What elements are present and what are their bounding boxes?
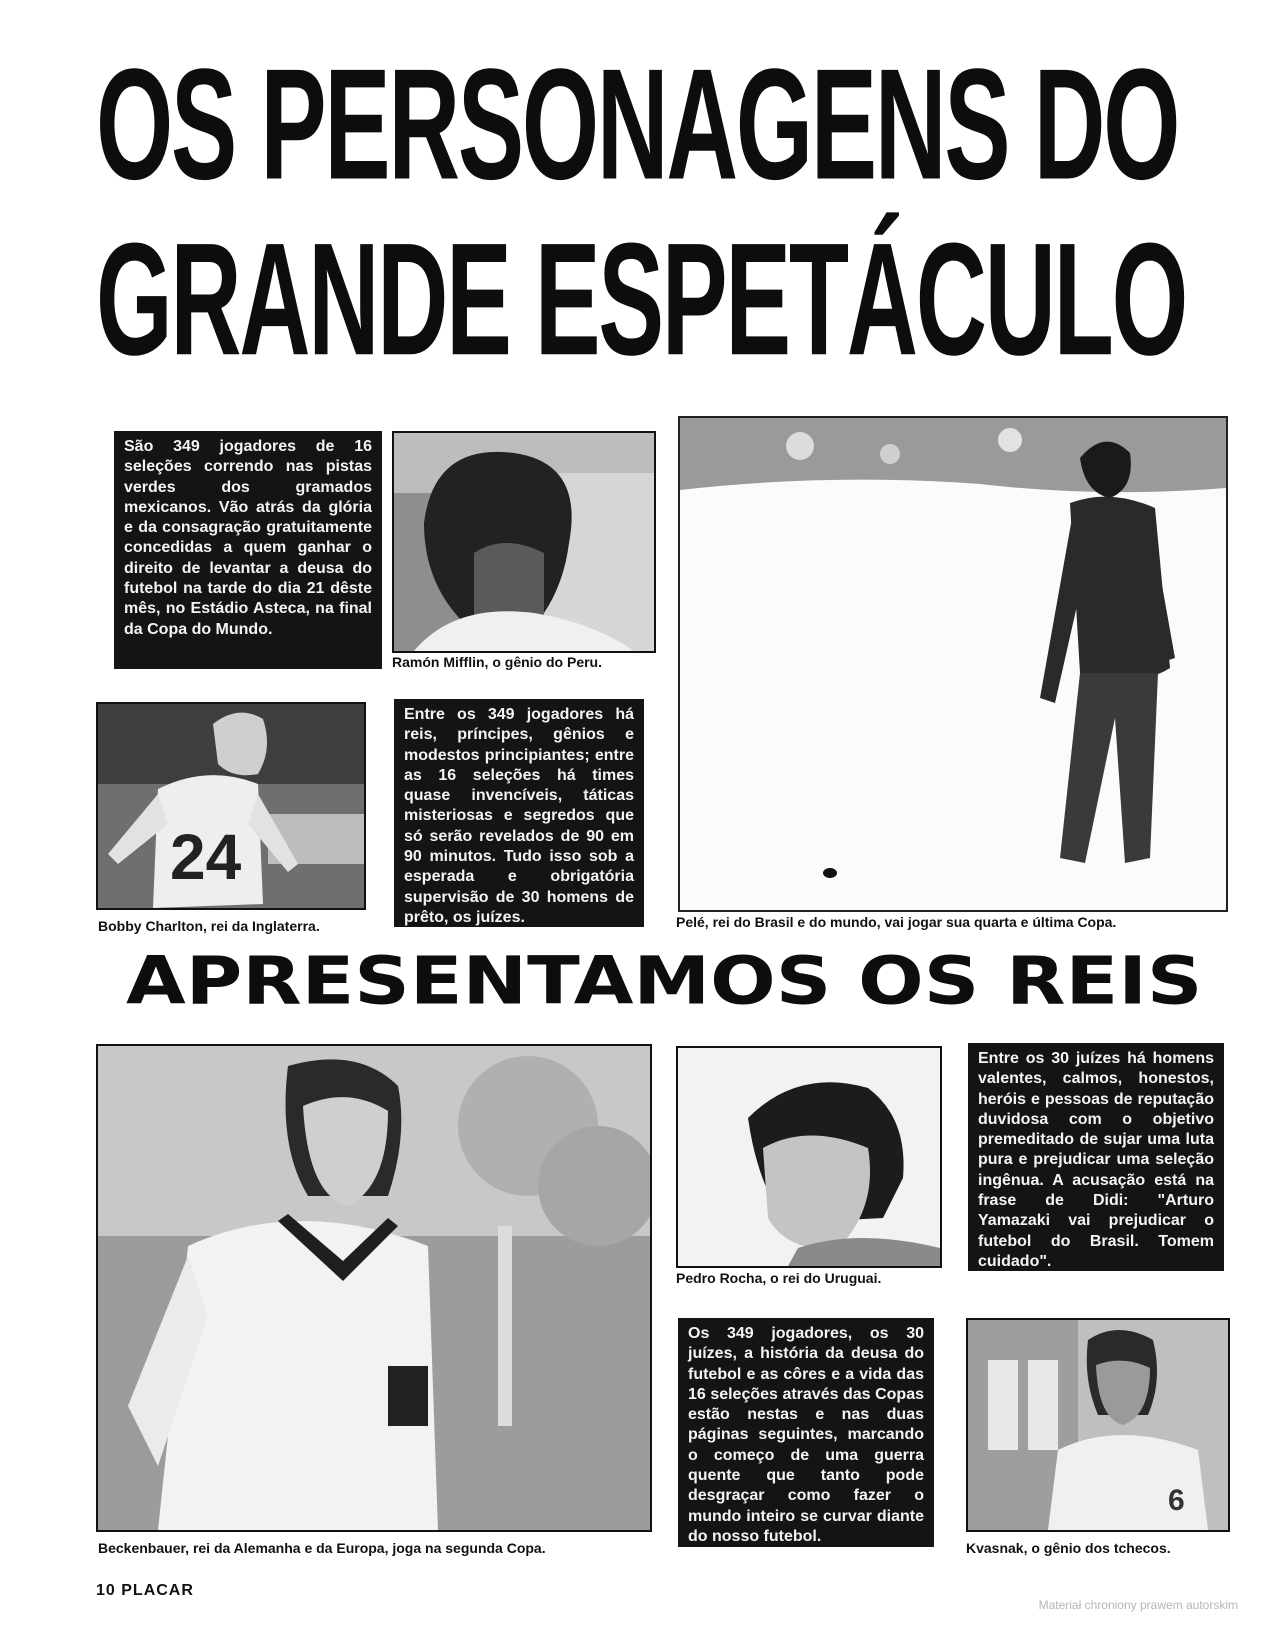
kvasnak-photo: [966, 1318, 1230, 1532]
referees-text-box: Entre os 30 juízes há homens valentes, calmos, honestos, heróis e pessoas de reputação duvidosa com o objetivo premeditado de sujar uma luta pura e prejudicar uma seleção ingênua. A acusação está na frase de Didi: "Arturo Yamazaki vai prejudicar o futebol do Brasil. Tomem cuidado".: [968, 1043, 1224, 1271]
mifflin-photo: [392, 431, 656, 653]
page-number: 10: [96, 1582, 116, 1599]
pele-photo: [678, 416, 1228, 912]
page-folio: [96, 1582, 194, 1600]
pele-caption: Pelé, rei do Brasil e do mundo, vai jogar sua quarta e última Copa.: [676, 914, 1117, 930]
headline-line-2: GRANDE ESPETÁCULO: [96, 210, 1187, 389]
copyright-watermark: Materiał chroniony prawem autorskim: [1038, 1598, 1238, 1612]
magazine-name: PLACAR: [121, 1582, 194, 1599]
kvasnak-shirt-number: 6: [1168, 1484, 1185, 1517]
mifflin-caption: Ramón Mifflin, o gênio do Peru.: [392, 654, 602, 670]
subheadline: APRESENTAMOS OS REIS: [126, 942, 1203, 1019]
beckenbauer-photo: [96, 1044, 652, 1532]
headline-line-1: OS PERSONAGENS DO: [96, 36, 1179, 213]
charlton-photo: [96, 702, 366, 910]
closing-text-box: Os 349 jogadores, os 30 juízes, a história da deusa do futebol e as côres e a vida das 16 seleções através das Copas estão nestas e nas duas páginas seguintes, marcando o começo de uma guerra quente que tanto pode desgraçar como fazer o mundo inteiro se curvar diante do nosso futebol.: [678, 1318, 934, 1547]
rocha-caption: Pedro Rocha, o rei do Uruguai.: [676, 1270, 882, 1286]
players-text-box: Entre os 349 jogadores há reis, príncipes, gênios e modestos principiantes; entre as 16 seleções há times quase invencíveis, táticas misteriosas e segredos que só serão revelados de 90 em 90 minutos. Tudo isso sob a esperada e obrigatória supervisão de 30 homens de prêto, os juízes.: [394, 699, 644, 927]
charlton-shirt-number: 24: [170, 821, 242, 893]
beckenbauer-caption: Beckenbauer, rei da Alemanha e da Europa, joga na segunda Copa.: [98, 1540, 546, 1556]
intro-text-box: São 349 jogadores de 16 seleções correndo nas pistas verdes dos gramados mexicanos. Vão atrás da glória e da consagração gratuitamente concedidas a quem ganhar o direito de levantar a deusa do futebol na tarde do dia 21 dêste mês, no Estádio Asteca, na final da Copa do Mundo.: [114, 431, 382, 669]
rocha-photo: [676, 1046, 942, 1268]
kvasnak-caption: Kvasnak, o gênio dos tchecos.: [966, 1540, 1171, 1556]
charlton-caption: Bobby Charlton, rei da Inglaterra.: [98, 918, 320, 934]
